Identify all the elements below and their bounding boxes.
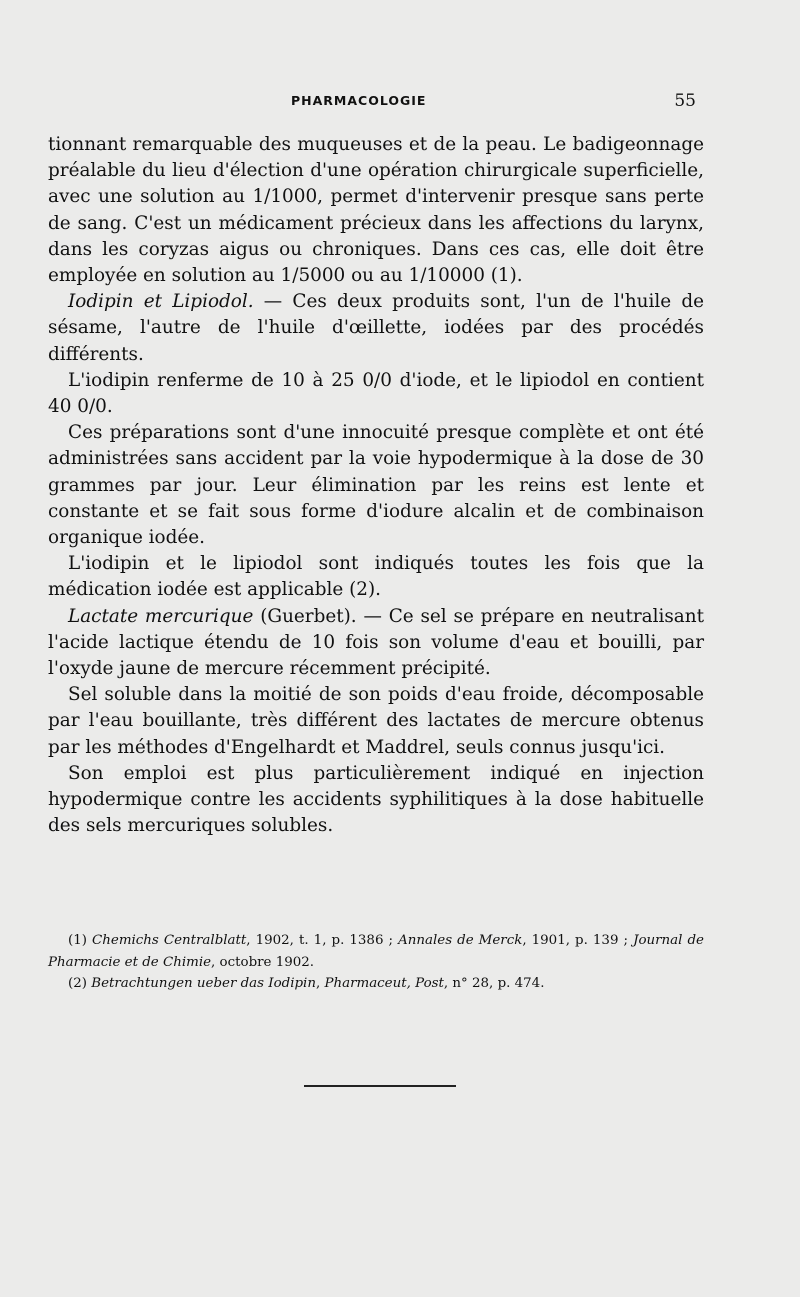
footnote-2 — [48, 973, 704, 995]
footnote-text: , octobre 1902. — [211, 954, 315, 970]
footnote-1 — [48, 930, 704, 973]
paragraph-usage: Son emploi est plus particulièrement indiqué en injection hypodermique contre les accidents syphilitiques à la dose habituelle des sels mercuriques solubles. — [48, 762, 704, 837]
section-heading-lactate-mercurique: Lactate mercurique — [68, 605, 254, 627]
paragraph-lactate-mercurique — [48, 604, 704, 683]
running-head — [48, 93, 696, 113]
paragraph-continuation: tionnant remarquable des muqueuses et de la peau. Le badigeonnage préalable du lieu d'élection d'une opération chirurgicale superficielle, avec une solution au 1/1000, permet d'intervenir presque sans perte de sang. C'est un médicament précieux dans les affections du larynx, dans les coryzas aigus ou chroniques. Dans ces cas, elle doit être employée en solution au 1/5000 ou au 1/10000 (1). — [48, 134, 704, 287]
page-number: 55 — [674, 91, 696, 111]
footnote-text: , 1902, t. 1, p. 1386 ; — [246, 933, 399, 948]
footnote-source: Pharmaceut, Post — [324, 976, 444, 991]
paragraph-indications: L'iodipin et le lipiodol sont indiqués toutes les fois que la médication iodée est applicable (2). — [48, 553, 704, 601]
paragraph-text: — Ces deux produits sont, l'un de l'huile de sésame, l'autre de l'huile d'œillette, iodées par des procédés différents. — [48, 291, 704, 365]
paragraph-iodipin-lipiodol — [48, 289, 704, 368]
footnote-source: Betrachtungen ueber das Iodipin — [91, 976, 316, 991]
footnote-marker: (1) — [68, 933, 93, 948]
footnote-source: Journal de Pharmacie et de Chimie — [48, 933, 704, 970]
paragraph-solubility: Sel soluble dans la moitié de son poids d'eau froide, décomposable par l'eau bouillante, très différent des lactates de mercure obtenus par les méthodes d'Engelhardt et Maddrel, seuls connus jusqu'ici. — [48, 684, 704, 758]
section-heading-iodipin-lipiodol: Iodipin et Lipiodol. — [68, 291, 254, 313]
footnotes — [48, 930, 704, 995]
footnote-source: Chemichs Centralblatt — [92, 933, 247, 948]
paragraph-preparations: Ces préparations sont d'une innocuité presque complète et ont été administrées sans accident par la voie hypodermique à la dose de 30 grammes par jour. Leur élimination par les reins est lente et constante et se fait sous forme d'iodure alcalin et de combinaison organique iodée. — [48, 422, 704, 549]
end-rule — [304, 1085, 456, 1087]
footnote-source: Annales de Merck — [398, 933, 523, 948]
paragraph-text: (Guerbet). — Ce sel se prépare en neutralisant l'acide lactique étendu de 10 fois son volume d'eau et bouilli, par l'oxyde jaune de mercure récemment précipité. — [48, 605, 705, 680]
footnote-text: , — [315, 976, 325, 991]
running-title: PHARMACOLOGIE — [291, 93, 427, 108]
footnote-text: , n° 28, p. 474. — [443, 976, 545, 991]
footnote-text: , 1901, p. 139 ; — [522, 933, 634, 948]
body-text — [48, 132, 704, 839]
paragraph-iodine-content: L'iodipin renferme de 10 à 25 0/0 d'iode, et le lipiodol en contient 40 0/0. — [48, 369, 704, 418]
footnote-marker: (2) — [68, 976, 92, 991]
